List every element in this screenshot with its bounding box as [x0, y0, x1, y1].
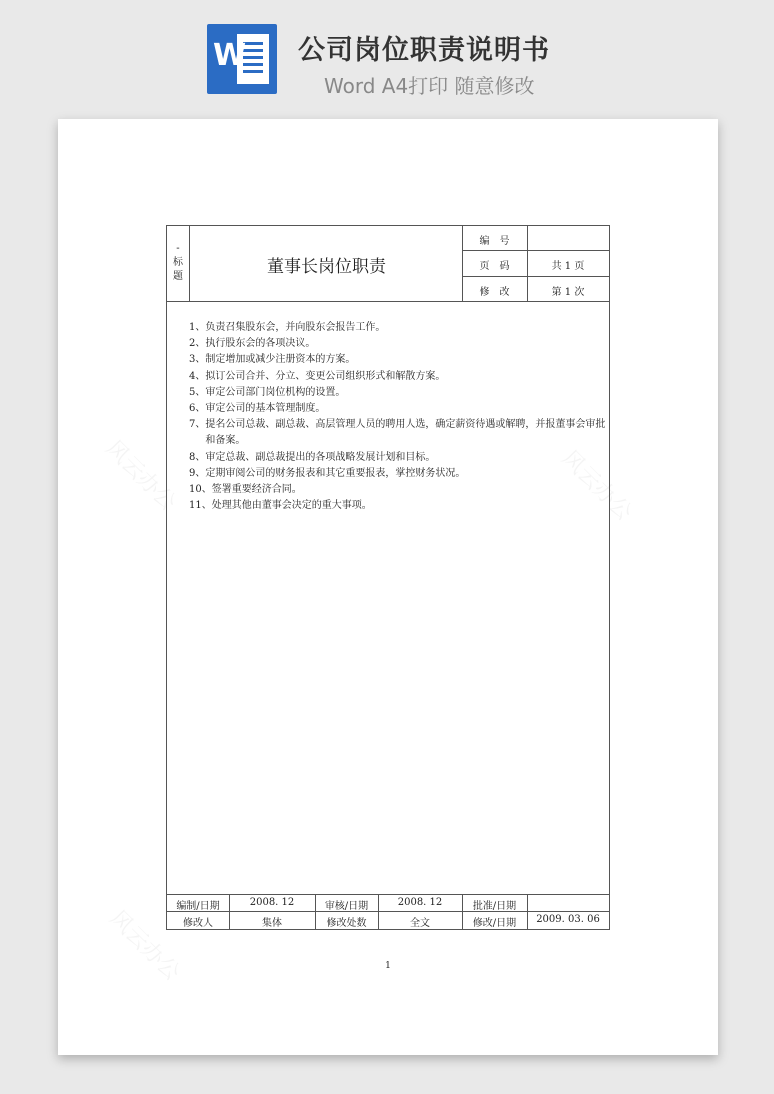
footer-label-approved: 批准/日期: [472, 901, 517, 912]
meta-value-page: 共 1 页: [551, 261, 585, 272]
banner-title: 公司岗位职责说明书: [298, 35, 550, 66]
footer-label-modified-date: 修改/日期: [472, 918, 517, 929]
watermark: 风云办公: [100, 435, 181, 516]
footer-label-prepared: 编制/日期: [176, 901, 220, 912]
list-item: 2、 执行股东会的各项决议。: [189, 338, 316, 350]
page-number: 1: [385, 961, 391, 971]
list-item: 10、 签署重要经济合同。: [189, 484, 302, 496]
list-item: 7、 提名公司总裁、副总裁、高层管理人员的聘用人选，确定薪资待遇或解聘，并报董事会审批和备案。: [189, 419, 606, 447]
meta-label-revision: 修 改: [479, 287, 510, 298]
list-item: 1、 负责召集股东会，并向股东会报告工作。: [189, 322, 386, 333]
document-frame: [166, 225, 610, 930]
banner-subtitle: Word A4打印 随意修改: [324, 74, 535, 98]
list-item: 3、 制定增加或减少注册资本的方案。: [189, 354, 356, 366]
footer-value-modifier: 集体: [262, 918, 282, 929]
watermark: 风云办公: [556, 445, 637, 526]
footer-label-modifier: 修改人: [183, 918, 213, 929]
document-title: 董事长岗位职责: [267, 257, 386, 277]
footer-value-prepared: 2008. 12: [249, 897, 295, 908]
footer-value-reviewed: 2008. 12: [397, 897, 443, 908]
duties-list: [189, 320, 607, 514]
banner: [0, 0, 774, 108]
list-item: 11、 处理其他由董事会决定的重大事项。: [189, 500, 372, 512]
list-item: 6、 审定公司的基本管理制度。: [189, 403, 326, 415]
list-item: 5、 审定公司部门岗位机构的设置。: [189, 386, 346, 398]
footer-label-changes: 修改处数: [326, 918, 367, 929]
list-item: 9、 定期审阅公司的财务报表和其它重要报表，掌控财务状况。: [189, 467, 466, 479]
meta-label-page: 页 码: [479, 261, 510, 272]
footer-value-changes: 全文: [410, 918, 430, 929]
side-label: - 标 题: [173, 243, 183, 282]
word-logo-icon: W: [207, 24, 277, 94]
meta-value-revision: 第 1 次: [551, 287, 585, 298]
list-item: 4、 拟订公司合并、分立、变更公司组织形式和解散方案。: [189, 370, 446, 382]
footer-value-modified-date: 2009. 03. 06: [536, 914, 600, 925]
footer-label-reviewed: 审核/日期: [324, 901, 369, 912]
document-page: [58, 119, 718, 1055]
list-item: 8、 审定总裁、副总裁提出的各项战略发展计划和目标。: [189, 451, 436, 463]
meta-label-number: 编 号: [479, 236, 510, 247]
watermark: 风云办公: [104, 905, 185, 986]
